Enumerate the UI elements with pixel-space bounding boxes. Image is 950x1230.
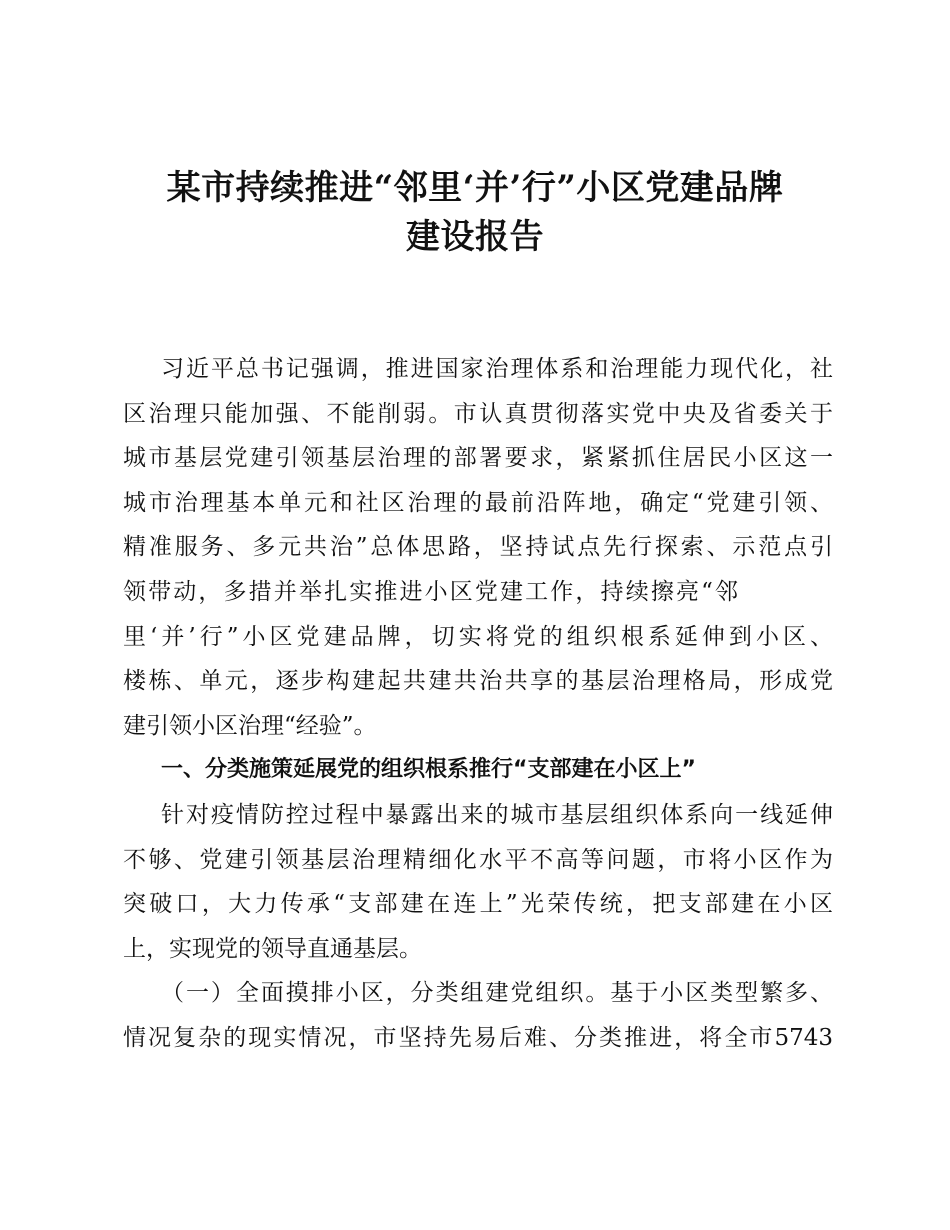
paragraph-line: 里‘并’行”小区党建品牌，切实将党的组织根系延伸到小区、 [123,623,833,650]
paragraph-line: 突破口，大力传承“支部建在连上”光荣传统，把支部建在小区 [123,891,833,918]
paragraph-line: 城市基层党建引领基层治理的部署要求，紧紧抓住居民小区这一 [123,445,833,472]
paragraph-line: 楼栋、单元，逐步构建起共建共治共享的基层治理格局，形成党 [123,668,833,695]
paragraph-line: 城市治理基本单元和社区治理的最前沿阵地，确定“党建引领、 [123,489,833,516]
paragraph-line: （一）全面摸排小区，分类组建党组织。基于小区类型繁多、 [161,980,833,1007]
paragraph-intro [123,347,833,748]
paragraph-line: 区治理只能加强、不能削弱。市认真贯彻落实党中央及省委关于 [123,400,833,427]
paragraph-line: 情况复杂的现实情况，市坚持先易后难、分类推进，将全市5743 [123,1024,833,1051]
paragraph-line: 领带动，多措并举扎实推进小区党建工作，持续擦亮“邻 [123,578,738,605]
paragraph-line: 上，实现党的领导直通基层。 [123,935,422,962]
paragraph-line: 不够、党建引领基层治理精细化水平不高等问题，市将小区作为 [123,846,833,873]
paragraph-line: 建引领小区治理“经验”。 [123,712,377,739]
paragraph-line: 针对疫情防控过程中暴露出来的城市基层组织体系向一线延伸 [161,801,833,828]
paragraph-line: 习近平总书记强调，推进国家治理体系和治理能力现代化，社 [161,356,833,382]
title-line-1: 某市持续推进“邻里‘并’行”小区党建品牌 [166,168,784,208]
paragraph-line: 精准服务、多元共治”总体思路，坚持试点先行探索、示范点引 [123,534,833,561]
paragraph-subsection-1 [123,971,833,1060]
document-body [123,347,833,1061]
document-title [0,164,950,262]
section-heading: 一、分类施策延展党的组织根系推行“支部建在小区上” [161,757,696,783]
paragraph-section-1 [123,793,833,971]
title-line-2: 建设报告 [406,217,544,257]
